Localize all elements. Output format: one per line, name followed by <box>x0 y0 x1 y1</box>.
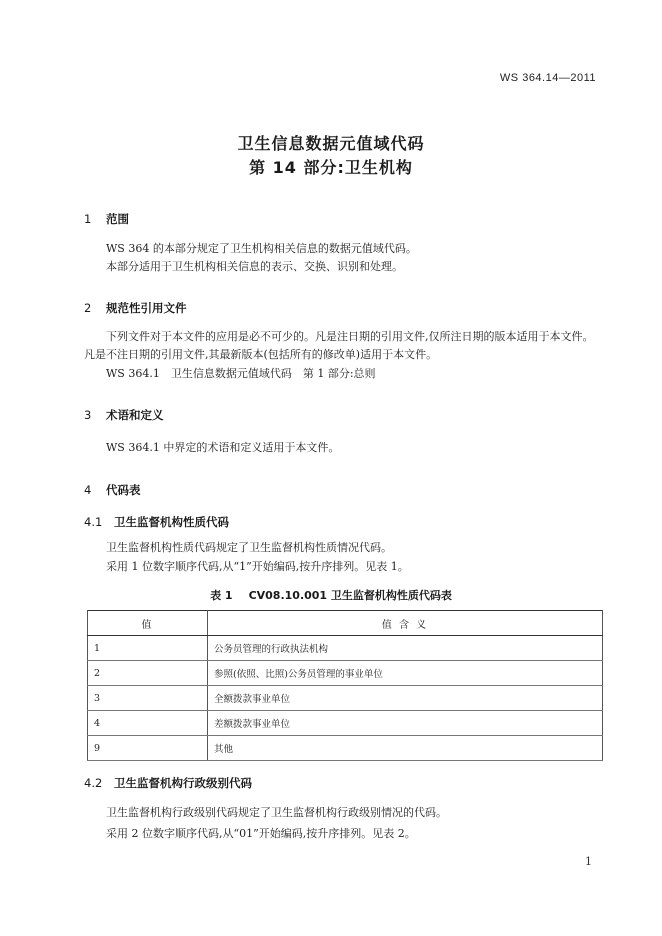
section-label: 术语和定义 <box>106 408 164 422</box>
section-2-heading <box>84 300 187 316</box>
section-4-2-heading <box>84 775 252 791</box>
table-header-row <box>88 611 603 636</box>
normative-reference: WS 364.1 卫生信息数据元值域代码 第 1 部分:总则 <box>106 367 376 380</box>
document-subtitle: 第 14 部分:卫生机构 <box>249 158 413 177</box>
cell-meaning: 公务员管理的行政执法机构 <box>208 636 603 661</box>
cell-meaning: 参照(依照、比照)公务员管理的事业单位 <box>208 661 603 686</box>
paragraph: 下列文件对于本文件的应用是必不可少的。凡是注日期的引用文件,仅所注日期的版本适用于本文件。凡是不注日期的引用文件,其最新版本(包括所有的修改单)适用于本文件。 <box>84 330 594 361</box>
table-row <box>88 686 603 711</box>
column-header-meaning: 值 含 义 <box>208 611 603 636</box>
section-label: 卫生监督机构性质代码 <box>114 515 229 529</box>
cell-value: 9 <box>88 736 208 761</box>
section-number: 4.1 <box>84 515 103 529</box>
section-label: 范围 <box>106 212 129 226</box>
section-3-heading <box>84 407 164 423</box>
document-title: 卫生信息数据元值域代码 <box>237 134 425 153</box>
paragraph: 本部分适用于卫生机构相关信息的表示、交换、识别和处理。 <box>106 260 403 273</box>
cell-value: 3 <box>88 686 208 711</box>
column-header-value: 值 <box>88 611 208 636</box>
section-label: 卫生监督机构行政级别代码 <box>114 776 252 790</box>
table-row <box>88 636 603 661</box>
section-label: 代码表 <box>106 483 141 497</box>
cell-meaning: 差额拨款事业单位 <box>208 711 603 736</box>
table-row <box>88 711 603 736</box>
cell-value: 4 <box>88 711 208 736</box>
section-number: 2 <box>84 301 92 315</box>
cell-meaning: 其他 <box>208 736 603 761</box>
table-row <box>88 736 603 761</box>
cell-meaning: 全额拨款事业单位 <box>208 686 603 711</box>
code-table <box>87 610 603 761</box>
standard-code: WS 364.14—2011 <box>499 72 596 84</box>
section-number: 3 <box>84 408 92 422</box>
table-title: CV08.10.001 卫生监督机构性质代码表 <box>248 589 452 602</box>
table-caption <box>0 587 662 603</box>
page-number: 1 <box>585 855 592 868</box>
section-number: 4.2 <box>84 776 103 790</box>
table-row <box>88 661 603 686</box>
table-number: 表 1 <box>210 589 233 602</box>
section-4-1-heading <box>84 514 229 530</box>
paragraph: 卫生监督机构行政级别代码规定了卫生监督机构行政级别情况的代码。 <box>106 806 447 819</box>
section-1-heading <box>84 211 129 227</box>
cell-value: 2 <box>88 661 208 686</box>
paragraph: WS 364.1 中界定的术语和定义适用于本文件。 <box>106 441 340 454</box>
cell-value: 1 <box>88 636 208 661</box>
paragraph: 采用 2 位数字顺序代码,从“01”开始编码,按升序排列。见表 2。 <box>106 827 416 840</box>
paragraph: 采用 1 位数字顺序代码,从“1”开始编码,按升序排列。见表 1。 <box>106 560 409 573</box>
section-4-heading <box>84 482 141 498</box>
paragraph: WS 364 的本部分规定了卫生机构相关信息的数据元值域代码。 <box>106 242 417 255</box>
section-number: 4 <box>84 483 92 497</box>
paragraph: 卫生监督机构性质代码规定了卫生监督机构性质情况代码。 <box>106 541 392 554</box>
section-label: 规范性引用文件 <box>106 301 187 315</box>
section-number: 1 <box>84 212 92 226</box>
